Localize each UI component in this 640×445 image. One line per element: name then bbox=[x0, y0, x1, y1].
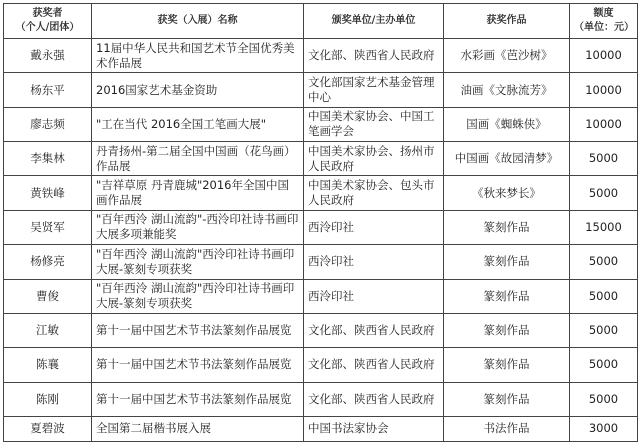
cell-work: 水彩画《芭沙树》 bbox=[444, 39, 570, 73]
cell-organizer: 西泠印社 bbox=[304, 279, 444, 313]
cell-work: 篆刻作品 bbox=[444, 279, 570, 313]
cell-organizer: 中国美术家协会、扬州市人民政府 bbox=[304, 142, 444, 176]
cell-amount: 10000 bbox=[570, 73, 638, 107]
header-organizer: 颁奖单位/主办单位 bbox=[304, 4, 444, 39]
cell-amount: 15000 bbox=[570, 210, 638, 244]
cell-name: 吴贤军 bbox=[4, 210, 92, 244]
table-row bbox=[4, 245, 638, 279]
header-winner: 获奖者 （个人/团体） bbox=[4, 4, 92, 39]
table-row bbox=[4, 348, 638, 382]
cell-work: 书法作品 bbox=[444, 416, 570, 441]
cell-name: 戴永强 bbox=[4, 39, 92, 73]
table-row bbox=[4, 176, 638, 210]
cell-amount: 10000 bbox=[570, 39, 638, 73]
cell-exhibition: 11届中华人民共和国艺术节全国优秀美术作品展 bbox=[92, 39, 304, 73]
cell-work: 篆刻作品 bbox=[444, 210, 570, 244]
cell-work: 篆刻作品 bbox=[444, 348, 570, 382]
cell-organizer: 文化部、陕西省人民政府 bbox=[304, 39, 444, 73]
cell-exhibition: 第十一届中国艺术节书法篆刻作品展览 bbox=[92, 382, 304, 416]
header-work: 获奖作品 bbox=[444, 4, 570, 39]
cell-exhibition: "百年西泠 湖山流韵"西泠印社诗书画印大展-篆刻专项获奖 bbox=[92, 245, 304, 279]
cell-organizer: 西泠印社 bbox=[304, 210, 444, 244]
cell-work: 油画《文脉流芳》 bbox=[444, 73, 570, 107]
cell-amount: 3000 bbox=[570, 416, 638, 441]
cell-work: 篆刻作品 bbox=[444, 245, 570, 279]
cell-name: 陈襄 bbox=[4, 348, 92, 382]
table-row bbox=[4, 39, 638, 73]
cell-name: 陈刚 bbox=[4, 382, 92, 416]
cell-exhibition: 第十一届中国艺术节书法篆刻作品展览 bbox=[92, 313, 304, 347]
cell-exhibition: 第十一届中国艺术节书法篆刻作品展览 bbox=[92, 348, 304, 382]
cell-organizer: 西泠印社 bbox=[304, 245, 444, 279]
cell-exhibition: 丹青扬州-第二届全国中国画（花鸟画）作品展 bbox=[92, 142, 304, 176]
table-header-row bbox=[4, 4, 638, 39]
cell-amount: 5000 bbox=[570, 348, 638, 382]
table-row bbox=[4, 313, 638, 347]
cell-amount: 5000 bbox=[570, 279, 638, 313]
cell-work: 中国画《故园清梦》 bbox=[444, 142, 570, 176]
cell-name: 杨东平 bbox=[4, 73, 92, 107]
table-row bbox=[4, 107, 638, 141]
cell-name: 曹俊 bbox=[4, 279, 92, 313]
header-amount: 额度 （单位：元） bbox=[570, 4, 638, 39]
cell-organizer: 中国书法家协会 bbox=[304, 416, 444, 441]
cell-name: 夏碧波 bbox=[4, 416, 92, 441]
cell-work: 篆刻作品 bbox=[444, 382, 570, 416]
cell-work: 国画《蜘蛛侠》 bbox=[444, 107, 570, 141]
cell-organizer: 中国美术家协会、包头市人民政府 bbox=[304, 176, 444, 210]
table-row bbox=[4, 279, 638, 313]
cell-work: 篆刻作品 bbox=[444, 313, 570, 347]
cell-amount: 5000 bbox=[570, 142, 638, 176]
table-row bbox=[4, 416, 638, 441]
cell-exhibition: "百年西泠 湖山流韵"西泠印社诗书画印大展-篆刻专项获奖 bbox=[92, 279, 304, 313]
cell-organizer: 文化部、陕西省人民政府 bbox=[304, 313, 444, 347]
cell-organizer: 文化部、陕西省人民政府 bbox=[304, 348, 444, 382]
cell-exhibition: "吉祥草原 丹青鹿城"2016年全国中国画作品展 bbox=[92, 176, 304, 210]
table-row bbox=[4, 73, 638, 107]
cell-exhibition: "百年西泠 湖山流韵"-西泠印社诗书画印大展多项兼能奖 bbox=[92, 210, 304, 244]
cell-name: 廖志频 bbox=[4, 107, 92, 141]
cell-amount: 5000 bbox=[570, 382, 638, 416]
cell-work: 《秋来梦长》 bbox=[444, 176, 570, 210]
cell-exhibition: 全国第二届楷书展入展 bbox=[92, 416, 304, 441]
cell-organizer: 中国美术家协会、中国工笔画学会 bbox=[304, 107, 444, 141]
cell-name: 李集林 bbox=[4, 142, 92, 176]
table-row bbox=[4, 142, 638, 176]
table-row bbox=[4, 210, 638, 244]
cell-amount: 5000 bbox=[570, 176, 638, 210]
cell-organizer: 文化部国家艺术基金管理中心 bbox=[304, 73, 444, 107]
cell-amount: 5000 bbox=[570, 245, 638, 279]
cell-organizer: 文化部、陕西省人民政府 bbox=[304, 382, 444, 416]
awards-table bbox=[3, 3, 638, 442]
cell-exhibition: "工在当代 2016全国工笔画大展" bbox=[92, 107, 304, 141]
cell-name: 杨修亮 bbox=[4, 245, 92, 279]
cell-amount: 5000 bbox=[570, 313, 638, 347]
table-row bbox=[4, 382, 638, 416]
header-exhibition: 获奖（入展）名称 bbox=[92, 4, 304, 39]
cell-name: 黄铁峰 bbox=[4, 176, 92, 210]
cell-amount: 10000 bbox=[570, 107, 638, 141]
cell-name: 江敏 bbox=[4, 313, 92, 347]
cell-exhibition: 2016国家艺术基金资助 bbox=[92, 73, 304, 107]
